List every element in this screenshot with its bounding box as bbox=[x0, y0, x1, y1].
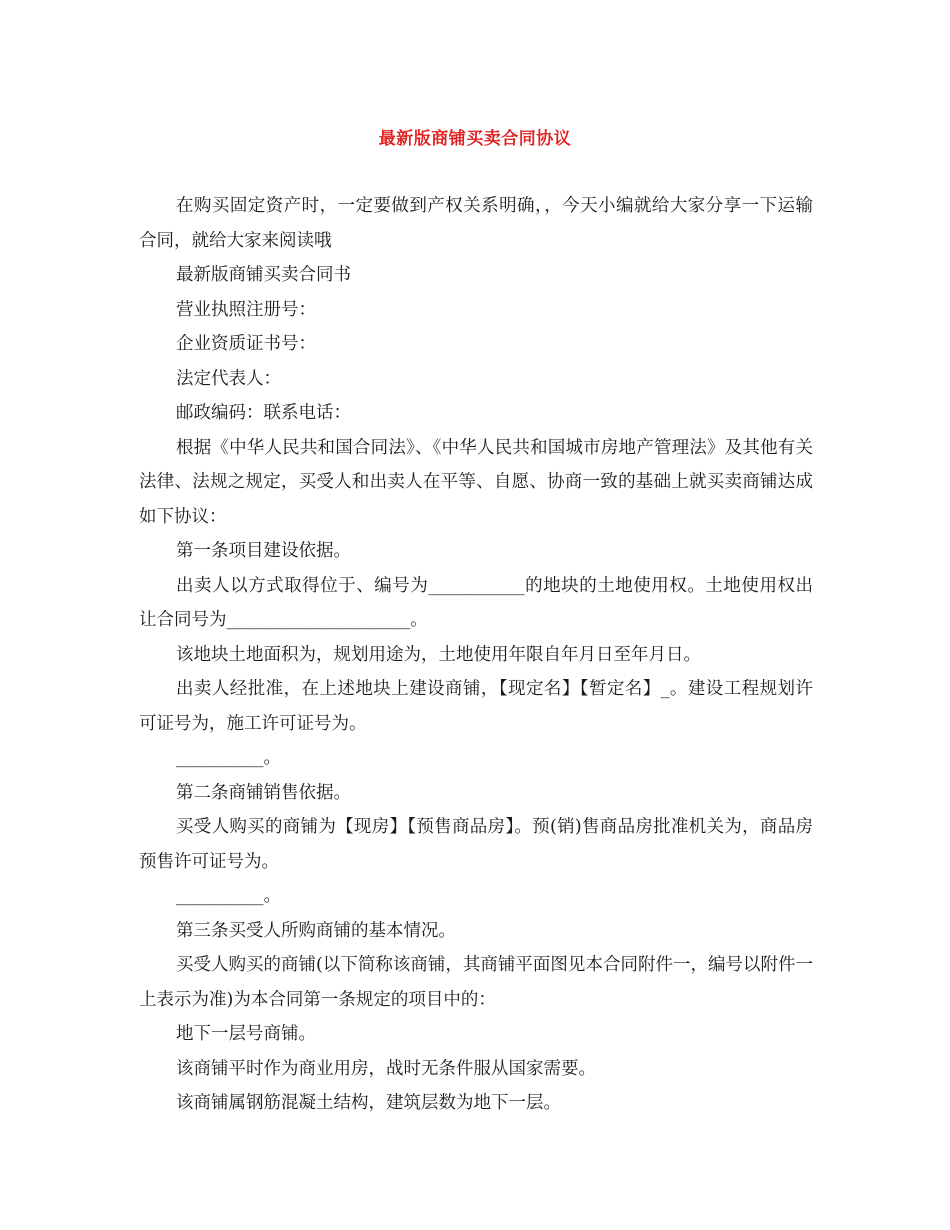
paragraph-shop-description: 买受人购买的商铺(以下简称该商铺，其商铺平面图见本合同附件一，编号以附件一上表示为准)为本合同第一条规定的项目中的： bbox=[139, 955, 813, 1010]
paragraph-article-2-heading: 第二条商铺销售依据。 bbox=[176, 782, 351, 803]
paragraph-article-3-heading: 第三条买受人所购商铺的基本情况。 bbox=[176, 920, 456, 941]
paragraph-presale-approval: 买受人购买的商铺为【现房】【预售商品房】。预(销)售商品房批准机关为，商品房预售许可证号为。 bbox=[139, 817, 813, 872]
paragraph-contract-name: 最新版商铺买卖合同书 bbox=[176, 265, 351, 285]
paragraph-shop-usage: 该商铺平时作为商业用房，战时无条件服从国家需要。 bbox=[176, 1058, 596, 1079]
paragraph-intro: 在购买固定资产时，一定要做到产权关系明确，，今天小编就给大家分享一下运输合同，就给大家来阅读哦 bbox=[139, 196, 813, 251]
paragraph-legal-representative: 法定代表人： bbox=[176, 368, 281, 389]
paragraph-construction-approval: 出卖人经批准，在上述地块上建设商铺，【现定名】【暂定名】_。建设工程规划许可证号为，施工许可证号为。 bbox=[139, 679, 813, 734]
paragraph-blank-1: __________。 bbox=[176, 748, 281, 768]
paragraph-postal-phone: 邮政编码：联系电话： bbox=[176, 403, 351, 423]
paragraph-shop-structure: 该商铺属钢筋混凝土结构，建筑层数为地下一层。 bbox=[176, 1093, 561, 1113]
paragraph-land-area: 该地块土地面积为，规划用途为，土地使用年限自年月日至年月日。 bbox=[176, 644, 701, 665]
paragraph-shop-number: 地下一层号商铺。 bbox=[176, 1024, 316, 1044]
paragraph-license-number: 营业执照注册号： bbox=[176, 299, 316, 320]
document-title: 最新版商铺买卖合同协议 bbox=[378, 129, 572, 149]
paragraph-blank-2: __________。 bbox=[176, 886, 281, 906]
paragraph-article-1-heading: 第一条项目建设依据。 bbox=[176, 541, 351, 561]
paragraph-qualification-number: 企业资质证书号： bbox=[176, 334, 316, 354]
paragraph-land-rights: 出卖人以方式取得位于、编号为___________的地块的土地使用权。土地使用权出让合同号为_____________________。 bbox=[139, 575, 813, 630]
paragraph-legal-basis: 根据《中华人民共和国合同法》、《中华人民共和国城市房地产管理法》及其他有关法律、法规之规定，买受人和出卖人在平等、自愿、协商一致的基础上就买卖商铺达成如下协议： bbox=[139, 437, 813, 527]
document-body bbox=[139, 189, 813, 1121]
